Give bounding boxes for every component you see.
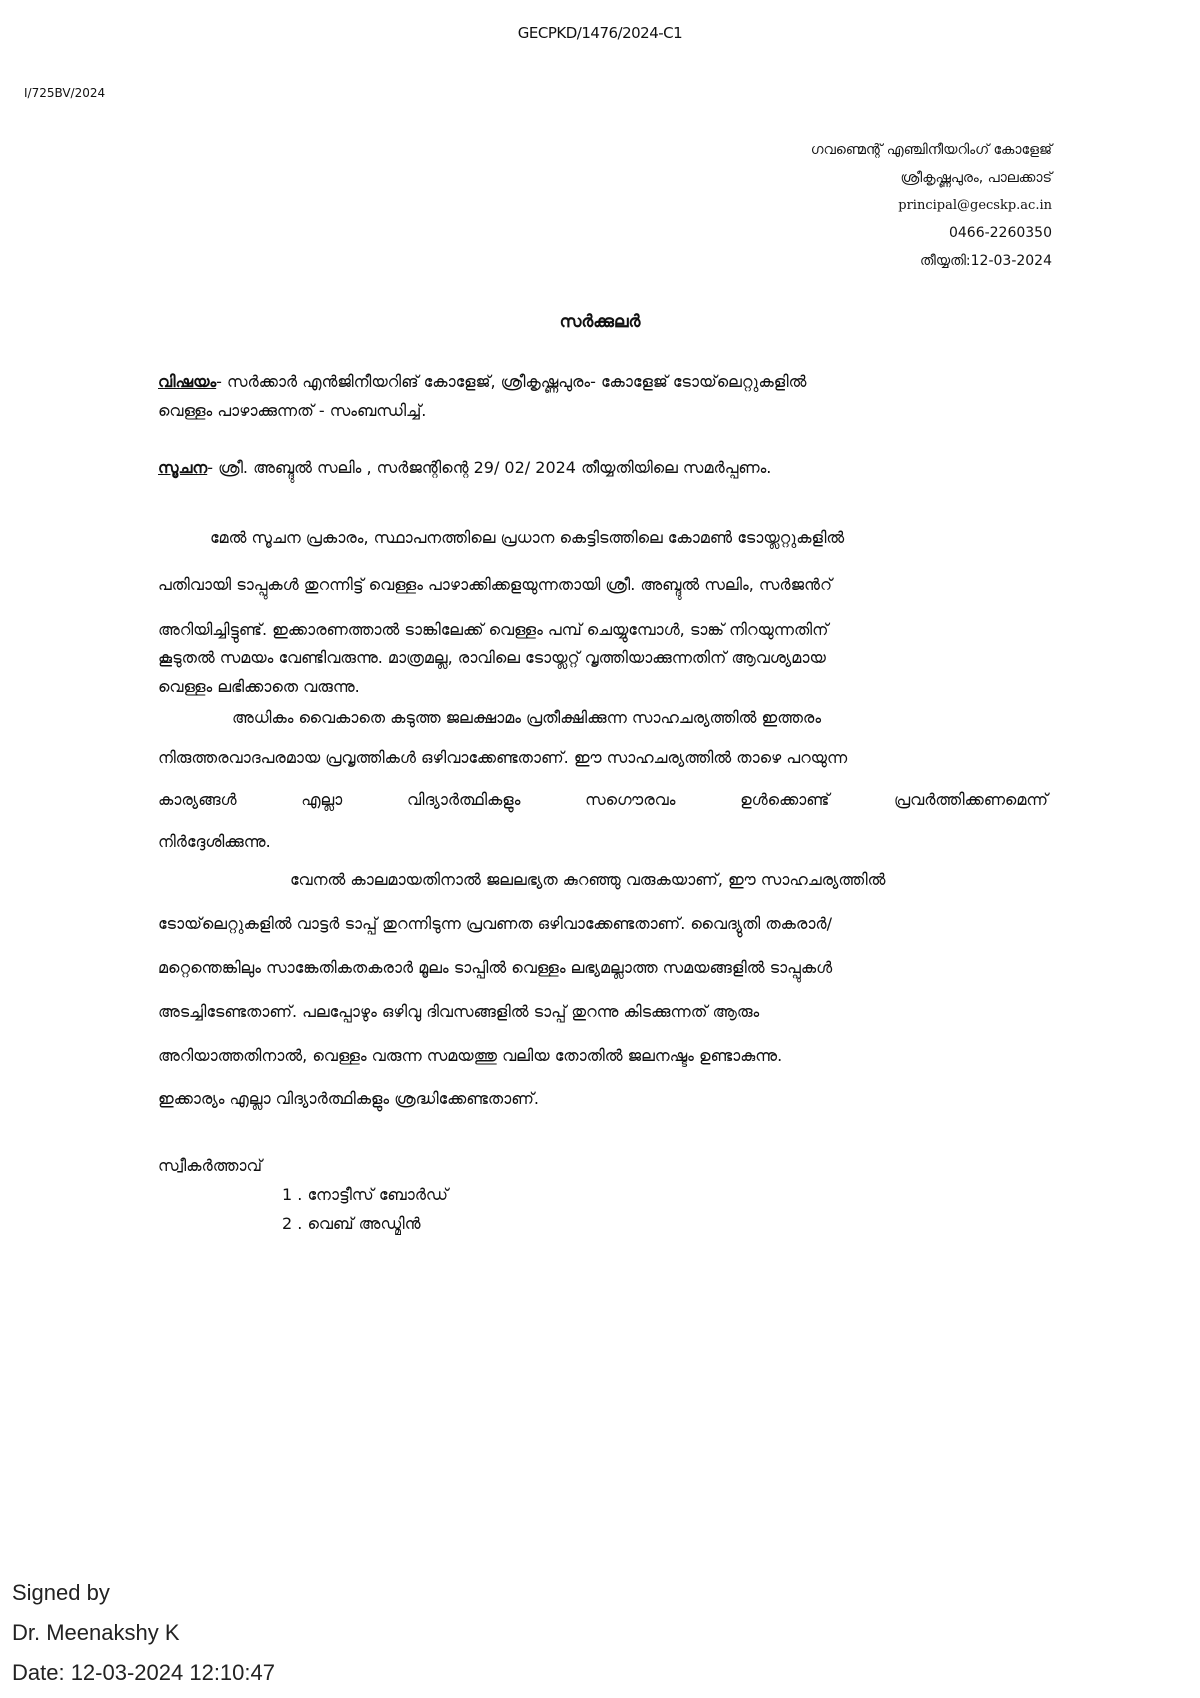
paragraph-line: ടോയ്‌ലെറ്റുകളിൽ വാട്ടർ ടാപ്പ് തുറന്നിടുന്ന പ്രവണത ഒഴിവാക്കേണ്ടതാണ്. വൈദ്യുതി തകരാർ/ [158, 914, 833, 933]
subject-text-1: - സർക്കാർ എൻജിനീയറിങ് കോളേജ്, ശ്രീകൃഷ്ണപുരം- കോളേജ് ടോയ്‌ലെറ്റുകളിൽ [216, 372, 807, 391]
recipients-label: സ്വീകർത്താവ് [158, 1156, 262, 1175]
paragraph-line: അധികം വൈകാതെ കടുത്ത ജലക്ഷാമം പ്രതീക്ഷിക്കുന്ന സാഹചര്യത്തിൽ ഇത്തരം [232, 708, 822, 727]
reference-id: I/725BV/2024 [24, 86, 106, 100]
reference-text: - ശ്രീ. അബ്ദുൽ സലിം , സർജന്റിന്റെ 29/ 02/ 2024 തീയ്യതിയിലെ സമർപ്പണം. [207, 458, 772, 477]
page-title: സർക്കുലർ [559, 312, 641, 332]
paragraph-line: നിരുത്തരവാദപരമായ പ്രവൃത്തികൾ ഒഴിവാക്കേണ്ടതാണ്. ഈ സാഹചര്യത്തിൽ താഴെ പറയുന്ന [158, 748, 848, 767]
reference-line [158, 458, 771, 478]
paragraph-line: വെള്ളം ലഭിക്കാതെ വരുന്നു. [158, 677, 360, 696]
college-name: ഗവണ്മെന്റ് എഞ്ചിനീയറിംഗ് കോളേജ് [810, 142, 1052, 158]
subject-line-1 [158, 372, 806, 392]
paragraph-line: നിർദ്ദേശിക്കുന്നു. [158, 832, 271, 851]
paragraph-line: വേനൽ കാലമായതിനാൽ ജലലഭ്യത കുറഞ്ഞു വരുകയാണ്, ഈ സാഹചര്യത്തിൽ [290, 870, 886, 889]
signature-line: Signed by [12, 1580, 110, 1605]
paragraph-line: അറിയിച്ചിട്ടുണ്ട്. ഇക്കാരണത്താൽ ടാങ്കിലേക്ക് വെള്ളം പമ്പ് ചെയ്യുമ്പോൾ, ടാങ്ക് നിറയുന്നതിന് [158, 620, 829, 639]
recipient-item: 1 . നോട്ടീസ് ബോർഡ് [282, 1185, 449, 1204]
paragraph-line: പതിവായി ടാപ്പുകൾ തുറന്നിട്ട് വെള്ളം പാഴാക്കിക്കളയുന്നതായി ശ്രീ. അബ്ദുൽ സലിം, സർജൻറ് [158, 575, 832, 594]
paragraph-line: ഇക്കാര്യം എല്ലാ വിദ്യാർത്ഥികളും ശ്രദ്ധിക്കേണ്ടതാണ്. [158, 1089, 539, 1108]
signature-name: Dr. Meenakshy K [12, 1620, 180, 1645]
paragraph-line: അറിയാത്തതിനാൽ, വെള്ളം വരുന്ന സമയത്തു വലിയ തോതിൽ ജലനഷ്ടം ഉണ്ടാകുന്നു. [158, 1046, 783, 1065]
paragraph-line: മറ്റെന്തെങ്കിലും സാങ്കേതികതകരാർ മൂലം ടാപ്പിൽ വെള്ളം ലഭ്യമല്ലാത്ത സമയങ്ങളിൽ ടാപ്പുകൾ [158, 958, 833, 977]
subject-label: വിഷയം [158, 372, 217, 391]
paragraph-line: മേൽ സൂചന പ്രകാരം, സ്ഥാപനത്തിലെ പ്രധാന കെട്ടിടത്തിലെ കോമൺ ടോയ്ലറ്റുകളിൽ [210, 528, 845, 547]
paragraph-line: കാര്യങ്ങൾ എല്ലാ വിദ്യാർത്ഥികളും സഗൌരവം ഉൾക്കൊണ്ട് പ്രവർത്തിക്കണമെന്ന് [158, 790, 1048, 809]
email: principal@gecskp.ac.in [898, 198, 1052, 213]
college-location: ശ്രീകൃഷ്ണപുരം, പാലക്കാട് [900, 170, 1052, 186]
paragraph-line: അടച്ചിടേണ്ടതാണ്. പലപ്പോഴും ഒഴിവു ദിവസങ്ങളിൽ ടാപ്പ് തുറന്നു കിടക്കുന്നത് ആരും [158, 1002, 760, 1021]
signature-date: Date: 12-03-2024 12:10:47 [12, 1660, 275, 1685]
phone: 0466-2260350 [948, 225, 1052, 241]
date: തീയ്യതി:12-03-2024 [920, 253, 1052, 269]
recipient-item: 2 . വെബ് അഡ്മിൻ [282, 1214, 421, 1233]
subject-line-2: വെള്ളം പാഴാക്കുന്നത് - സംബന്ധിച്ച്. [158, 401, 427, 420]
paragraph-line: കൂടുതൽ സമയം വേണ്ടിവരുന്നു. മാത്രമല്ല, രാവിലെ ടോയ്ലറ്റ് വൃത്തിയാക്കുന്നതിന് ആവശ്യമായ [158, 648, 826, 667]
file-number: GECPKD/1476/2024-C1 [517, 24, 683, 42]
reference-label: സൂചന [158, 458, 208, 477]
